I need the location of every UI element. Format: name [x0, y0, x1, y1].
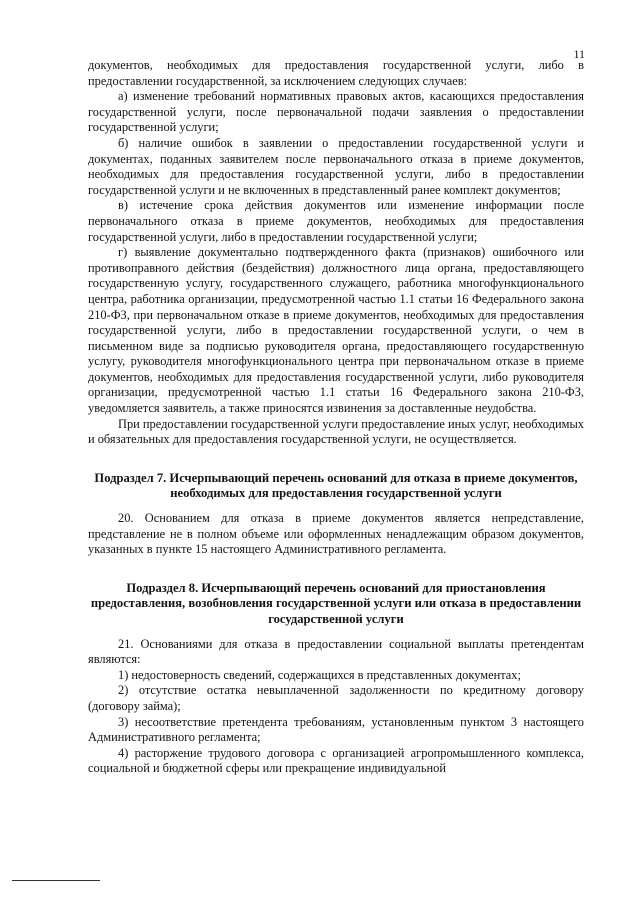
reason-4: 4) расторжение трудового договора с организацией агропромышленного комплекса, социальной и бюджетной сферы или прекращение индивидуальной [88, 745, 584, 776]
subsection-7-heading: Подраздел 7. Исчерпывающий перечень оснований для отказа в приеме документов, необходимых для предоставления государственной услуги [94, 470, 578, 501]
reason-2: 2) отсутствие остатка невыплаченной задолженности по кредитному договору (договору займа); [88, 683, 584, 713]
subsection-8-heading: Подраздел 8. Исчерпывающий перечень оснований для приостановления предоставления, возобновления государственной услуги или отказа в предоставлении государственной услуги [90, 580, 582, 626]
paragraph-continuation: документов, необходимых для предоставления государственной услуги, либо в предоставлении государственной, за исключением следующих случаев: [88, 58, 584, 88]
paragraph-21: 21. Основаниями для отказа в предоставлении социальной выплаты претендентам являются: [88, 636, 584, 667]
page-number: 11 [573, 47, 585, 61]
reason-1: 1) недостоверность сведений, содержащихся в представленных документах; [118, 667, 521, 682]
list-item-a: а) изменение требований нормативных правовых актов, касающихся предоставления государственной услуги, после первоначальной подачи заявления о предоставлении государственной услуги; [88, 89, 584, 135]
body-text-top [88, 58, 584, 448]
list-item-b: б) наличие ошибок в заявлении о предоставлении государственной услуги и документах, поданных заявителем после первоначального отказа в приеме документов, необходимых для предоставления государственной услуги, либо в предоставлении государственной услуги и не включенных в представленный ранее комплект документов; [88, 135, 584, 197]
reason-3: 3) несоответствие претендента требованиям, установленным пунктом 3 настоящего Административного регламента; [88, 714, 584, 745]
page-edge-line [12, 880, 100, 881]
paragraph-other-services: При предоставлении государственной услуги предоставление иных услуг, необходимых и обязательных для предоставления государственной услуги, не осуществляется. [88, 416, 584, 447]
list-item-g: г) выявление документально подтвержденного факта (признаков) ошибочного или противоправного действия (бездействия) должностного лица органа, предоставляющего государственную услугу, государственного служащего, работника многофункционального центра, работника организации, предусмотренной частью 1.1 статьи 16 Федерального закона 210-ФЗ, при первоначальном отказе в приеме документов, необходимых для предоставления государственной услуги, либо в предоставлении государственной услуги, о чем в письменном виде за подписью руководителя органа, предоставляющего государственную услугу, руководителя многофункционального центра при первоначальном отказе в приеме документов, необходимых для предоставления государственной услуги, либо руководителя организации, предусмотренной частью 1.1 статьи 16 Федерального закона 210-ФЗ, уведомляется заявитель, а также приносятся извинения за доставленные неудобства. [88, 245, 584, 416]
list-item-v: в) истечение срока действия документов или изменение информации после первоначального отказа в приеме документов, необходимых для предоставления государственной услуги, либо в предоставлении государственной услуги; [88, 198, 584, 244]
paragraph-20: 20. Основанием для отказа в приеме документов является непредставление, представление не в полном объеме или оформленных ненадлежащим образом документов, указанных в пункте 15 настоящего Административного регламента. [88, 511, 584, 557]
